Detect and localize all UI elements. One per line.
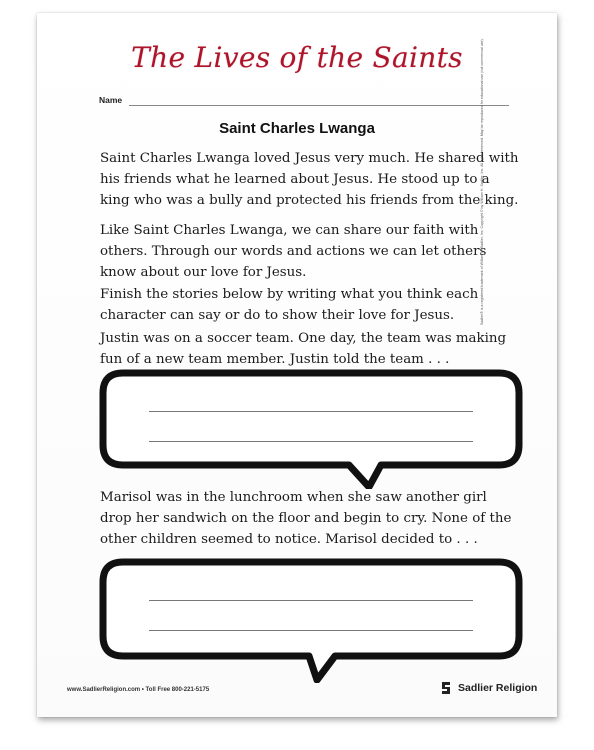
paragraph-instructions: Finish the stories below by writing what you think each character can say or do to show their love for Jesus. [100, 287, 479, 323]
footer-contact: www.SadlierReligion.com • Toll Free 800-221-5175 [67, 687, 210, 693]
copyright-side-text: Sadlier® is a registered trademark of William H. Sadlier, Inc. Copyright © by William H. Sadlier, Inc. All rights reserved. May be reproduced for educational use (not commercial use). [480, 38, 484, 325]
worksheet-page [37, 13, 557, 717]
speech-bubble-justin[interactable] [99, 369, 524, 489]
answer-line[interactable] [149, 630, 473, 631]
logo-text: Sadlier Religion [458, 682, 538, 694]
name-line[interactable] [129, 105, 509, 106]
worksheet-heading: Saint Charles Lwanga [219, 120, 375, 137]
name-label: Name [99, 95, 123, 105]
paragraph-intro: Saint Charles Lwanga loved Jesus very much. He shared with his friends what he learned about Jesus. He stood up to a king who was a bully and protected his friends from the king. [100, 151, 519, 208]
sadlier-logo [439, 681, 537, 695]
answer-line[interactable] [149, 441, 473, 442]
name-row [99, 95, 509, 105]
paragraph-story-marisol: Marisol was in the lunchroom when she saw another girl drop her sandwich on the floor and begin to cry. None of the other children seemed to notice. Marisol decided to . . . [100, 490, 512, 547]
speech-bubble-icon [99, 369, 524, 489]
speech-bubble-marisol[interactable] [99, 558, 524, 683]
paragraph-share-faith: Like Saint Charles Lwanga, we can share our faith with others. Through our words and actions we can let others know about our love for Jesus. [100, 223, 487, 280]
paragraph-story-justin: Justin was on a soccer team. One day, the team was making fun of a new team member. Justin told the team . . . [100, 331, 507, 367]
series-title: The Lives of the Saints [131, 41, 463, 74]
answer-line[interactable] [149, 600, 473, 601]
speech-bubble-icon [99, 558, 524, 683]
answer-line[interactable] [149, 411, 473, 412]
sadlier-logo-icon [439, 681, 453, 695]
